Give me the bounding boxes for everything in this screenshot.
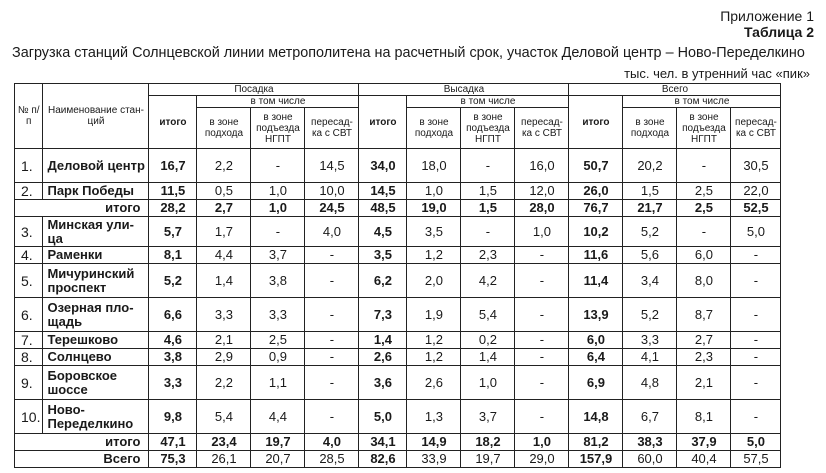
- table-cell: 0,2: [461, 332, 515, 349]
- table-body: [15, 149, 781, 468]
- table-cell: 2,0: [407, 264, 461, 298]
- table-cell: 3,3: [149, 366, 197, 400]
- row-number: 10.: [15, 400, 43, 434]
- table-cell: 14,5: [305, 149, 359, 183]
- group-header-boarding: Посадка: [149, 84, 359, 96]
- table-cell: 75,3: [149, 451, 197, 468]
- table-cell: -: [515, 298, 569, 332]
- table-cell: -: [515, 247, 569, 264]
- row-number: 1.: [15, 149, 43, 183]
- table-cell: 60,0: [623, 451, 677, 468]
- table-cell: 1,5: [461, 183, 515, 200]
- col-header-including: в том числе: [623, 96, 781, 108]
- station-name: Раменки: [43, 247, 149, 264]
- table-cell: -: [677, 149, 731, 183]
- table-cell: 24,5: [305, 200, 359, 217]
- table-cell: 2,2: [197, 366, 251, 400]
- table-cell: 14,5: [359, 183, 407, 200]
- summary-label: итого: [15, 434, 149, 451]
- table-cell: 1,0: [515, 217, 569, 247]
- table-cell: 37,9: [677, 434, 731, 451]
- row-number: 6.: [15, 298, 43, 332]
- col-header-transfer: пересад-ка с СВТ: [515, 108, 569, 149]
- table-cell: 1,0: [407, 183, 461, 200]
- table-cell: 48,5: [359, 200, 407, 217]
- table-cell: 5,7: [149, 217, 197, 247]
- table-cell: 4,4: [251, 400, 305, 434]
- table-cell: 40,4: [677, 451, 731, 468]
- table-cell: -: [731, 264, 781, 298]
- table-cell: 2,1: [197, 332, 251, 349]
- table-cell: 30,5: [731, 149, 781, 183]
- col-header-station: Наименование стан-ций: [43, 84, 149, 149]
- table-cell: 18,0: [407, 149, 461, 183]
- table-cell: 12,0: [515, 183, 569, 200]
- table-cell: 5,0: [359, 400, 407, 434]
- table-cell: 2,3: [677, 349, 731, 366]
- station-name: Солнцево: [43, 349, 149, 366]
- table-cell: 1,9: [407, 298, 461, 332]
- table-cell: 4,0: [305, 217, 359, 247]
- summary-label: Всего: [15, 451, 149, 468]
- table-cell: 3,8: [251, 264, 305, 298]
- table-cell: -: [731, 332, 781, 349]
- table-cell: 2,6: [359, 349, 407, 366]
- document-title: Загрузка станций Солнцевской линии метрополитена на расчетный срок, участок Деловой центр – Ново-Переделкино: [12, 45, 805, 61]
- table-cell: 26,0: [569, 183, 623, 200]
- table-cell: -: [677, 217, 731, 247]
- table-cell: 38,3: [623, 434, 677, 451]
- table-cell: 16,0: [515, 149, 569, 183]
- table-cell: 5,4: [461, 298, 515, 332]
- table-cell: -: [305, 400, 359, 434]
- table-cell: 4,8: [623, 366, 677, 400]
- table-cell: 23,4: [197, 434, 251, 451]
- group-header-total: Всего: [569, 84, 781, 96]
- col-header-including: в том числе: [407, 96, 569, 108]
- table-cell: 6,9: [569, 366, 623, 400]
- table-cell: 5,2: [149, 264, 197, 298]
- table-cell: 4,6: [149, 332, 197, 349]
- table-cell: 3,6: [359, 366, 407, 400]
- station-name: Боровское шоссе: [43, 366, 149, 400]
- table-cell: 29,0: [515, 451, 569, 468]
- table-cell: 6,0: [677, 247, 731, 264]
- table-cell: -: [461, 217, 515, 247]
- units-label: тыс. чел. в утренний час «пик»: [624, 66, 810, 81]
- table-cell: 4,1: [623, 349, 677, 366]
- table-cell: -: [251, 149, 305, 183]
- table-cell: -: [305, 247, 359, 264]
- table-cell: 81,2: [569, 434, 623, 451]
- table-cell: 1,5: [623, 183, 677, 200]
- table-cell: 2,6: [407, 366, 461, 400]
- table-cell: 2,2: [197, 149, 251, 183]
- table-cell: -: [515, 332, 569, 349]
- table-cell: -: [731, 400, 781, 434]
- table-cell: 5,0: [731, 217, 781, 247]
- table-cell: 1,7: [197, 217, 251, 247]
- table-cell: 2,5: [677, 183, 731, 200]
- table-cell: 22,0: [731, 183, 781, 200]
- row-number: 4.: [15, 247, 43, 264]
- table-cell: 2,1: [677, 366, 731, 400]
- table-cell: -: [731, 247, 781, 264]
- table-cell: 52,5: [731, 200, 781, 217]
- station-name: Озерная пло-щадь: [43, 298, 149, 332]
- table-cell: 8,1: [149, 247, 197, 264]
- table-cell: 33,9: [407, 451, 461, 468]
- table-cell: 14,9: [407, 434, 461, 451]
- table-cell: -: [731, 298, 781, 332]
- table-cell: 6,4: [569, 349, 623, 366]
- table-cell: 19,0: [407, 200, 461, 217]
- col-header-num: № п/п: [15, 84, 43, 149]
- station-name: Парк Победы: [43, 183, 149, 200]
- table-cell: 14,8: [569, 400, 623, 434]
- table-cell: 3,3: [251, 298, 305, 332]
- table-row: [15, 349, 781, 366]
- table-cell: 8,7: [677, 298, 731, 332]
- col-header-total: итого: [149, 96, 197, 149]
- row-number: 2.: [15, 183, 43, 200]
- table-cell: 34,0: [359, 149, 407, 183]
- table-row: [15, 451, 781, 468]
- table-row: [15, 298, 781, 332]
- table-cell: 6,2: [359, 264, 407, 298]
- table-cell: 3,5: [359, 247, 407, 264]
- table-cell: 5,0: [731, 434, 781, 451]
- table-cell: 1,2: [407, 247, 461, 264]
- table-cell: -: [515, 366, 569, 400]
- table-row: [15, 366, 781, 400]
- table-cell: 3,8: [149, 349, 197, 366]
- table-cell: -: [515, 349, 569, 366]
- summary-label: итого: [15, 200, 149, 217]
- table-cell: -: [305, 264, 359, 298]
- appendix-label: Приложение 1: [720, 8, 814, 24]
- table-cell: 20,7: [251, 451, 305, 468]
- table-row: [15, 332, 781, 349]
- table-cell: -: [731, 349, 781, 366]
- table-row: [15, 247, 781, 264]
- table-cell: 4,2: [461, 264, 515, 298]
- table-cell: 4,0: [305, 434, 359, 451]
- table-cell: -: [515, 400, 569, 434]
- table-cell: 1,0: [251, 200, 305, 217]
- table-cell: 11,6: [569, 247, 623, 264]
- table-cell: 2,7: [677, 332, 731, 349]
- table-cell: 57,5: [731, 451, 781, 468]
- table-row: [15, 264, 781, 298]
- station-load-table: [14, 83, 781, 468]
- row-number: 5.: [15, 264, 43, 298]
- col-header-ngpt-zone: в зоне подъезда НГПТ: [251, 108, 305, 149]
- table-cell: 4,4: [197, 247, 251, 264]
- station-name: Минская ули-ца: [43, 217, 149, 247]
- table-cell: 13,9: [569, 298, 623, 332]
- table-row: [15, 183, 781, 200]
- table-cell: 19,7: [251, 434, 305, 451]
- table-cell: 10,0: [305, 183, 359, 200]
- col-header-transfer: пересад-ка с СВТ: [305, 108, 359, 149]
- row-number: 8.: [15, 349, 43, 366]
- table-cell: 10,2: [569, 217, 623, 247]
- table-cell: 2,7: [197, 200, 251, 217]
- table-cell: 7,3: [359, 298, 407, 332]
- row-number: 3.: [15, 217, 43, 247]
- table-cell: -: [305, 366, 359, 400]
- table-row: [15, 434, 781, 451]
- table-cell: 5,4: [197, 400, 251, 434]
- col-header-walk-zone: в зоне подхода: [623, 108, 677, 149]
- table-cell: 1,5: [461, 200, 515, 217]
- table-cell: 2,5: [677, 200, 731, 217]
- table-cell: 157,9: [569, 451, 623, 468]
- table-cell: 1,0: [461, 366, 515, 400]
- table-cell: 5,6: [623, 247, 677, 264]
- table-cell: 9,8: [149, 400, 197, 434]
- table-cell: 5,2: [623, 298, 677, 332]
- table-cell: 2,3: [461, 247, 515, 264]
- col-header-including: в том числе: [197, 96, 359, 108]
- table-cell: 28,0: [515, 200, 569, 217]
- col-header-walk-zone: в зоне подхода: [197, 108, 251, 149]
- table-cell: -: [515, 264, 569, 298]
- table-cell: 19,7: [461, 451, 515, 468]
- table-cell: 18,2: [461, 434, 515, 451]
- table-cell: 1,0: [515, 434, 569, 451]
- table-cell: 4,5: [359, 217, 407, 247]
- station-name: Мичуринский проспект: [43, 264, 149, 298]
- table-cell: 11,4: [569, 264, 623, 298]
- table-number: Таблица 2: [743, 24, 814, 40]
- table-cell: 1,4: [197, 264, 251, 298]
- table-row: [15, 217, 781, 247]
- table-cell: 50,7: [569, 149, 623, 183]
- table-cell: -: [305, 349, 359, 366]
- table-cell: 1,4: [461, 349, 515, 366]
- table-cell: 6,7: [623, 400, 677, 434]
- row-number: 7.: [15, 332, 43, 349]
- table-cell: 34,1: [359, 434, 407, 451]
- table-cell: 1,2: [407, 349, 461, 366]
- table-cell: 16,7: [149, 149, 197, 183]
- table-cell: -: [305, 332, 359, 349]
- table-cell: 1,3: [407, 400, 461, 434]
- table-cell: 1,1: [251, 366, 305, 400]
- table-cell: 21,7: [623, 200, 677, 217]
- table-cell: 0,9: [251, 349, 305, 366]
- table-row: [15, 200, 781, 217]
- table-cell: 3,7: [461, 400, 515, 434]
- table-cell: 1,2: [407, 332, 461, 349]
- table-cell: 76,7: [569, 200, 623, 217]
- table-cell: 3,3: [197, 298, 251, 332]
- table-cell: 28,2: [149, 200, 197, 217]
- table-cell: 1,4: [359, 332, 407, 349]
- table-cell: 11,5: [149, 183, 197, 200]
- table-cell: -: [305, 298, 359, 332]
- table-cell: 2,9: [197, 349, 251, 366]
- table-cell: -: [731, 366, 781, 400]
- table-cell: 3,5: [407, 217, 461, 247]
- col-header-total: итого: [359, 96, 407, 149]
- table-cell: 0,5: [197, 183, 251, 200]
- station-name: Деловой центр: [43, 149, 149, 183]
- col-header-ngpt-zone: в зоне подъезда НГПТ: [677, 108, 731, 149]
- group-header-alighting: Высадка: [359, 84, 569, 96]
- table-cell: -: [461, 149, 515, 183]
- table-cell: 3,7: [251, 247, 305, 264]
- table-cell: 5,2: [623, 217, 677, 247]
- col-header-total: итого: [569, 96, 623, 149]
- table-cell: 8,1: [677, 400, 731, 434]
- table-cell: 1,0: [251, 183, 305, 200]
- col-header-ngpt-zone: в зоне подъезда НГПТ: [461, 108, 515, 149]
- table-cell: 28,5: [305, 451, 359, 468]
- table-cell: 3,3: [623, 332, 677, 349]
- col-header-transfer: пересад-ка с СВТ: [731, 108, 781, 149]
- table-cell: 47,1: [149, 434, 197, 451]
- col-header-walk-zone: в зоне подхода: [407, 108, 461, 149]
- row-number: 9.: [15, 366, 43, 400]
- table-cell: -: [251, 217, 305, 247]
- table-cell: 3,4: [623, 264, 677, 298]
- table-row: [15, 400, 781, 434]
- table-cell: 6,0: [569, 332, 623, 349]
- table-cell: 8,0: [677, 264, 731, 298]
- table-cell: 6,6: [149, 298, 197, 332]
- table-cell: 26,1: [197, 451, 251, 468]
- table-row: [15, 149, 781, 183]
- table-cell: 82,6: [359, 451, 407, 468]
- table-cell: 2,5: [251, 332, 305, 349]
- station-name: Ново-Переделкино: [43, 400, 149, 434]
- station-name: Терешково: [43, 332, 149, 349]
- table-cell: 20,2: [623, 149, 677, 183]
